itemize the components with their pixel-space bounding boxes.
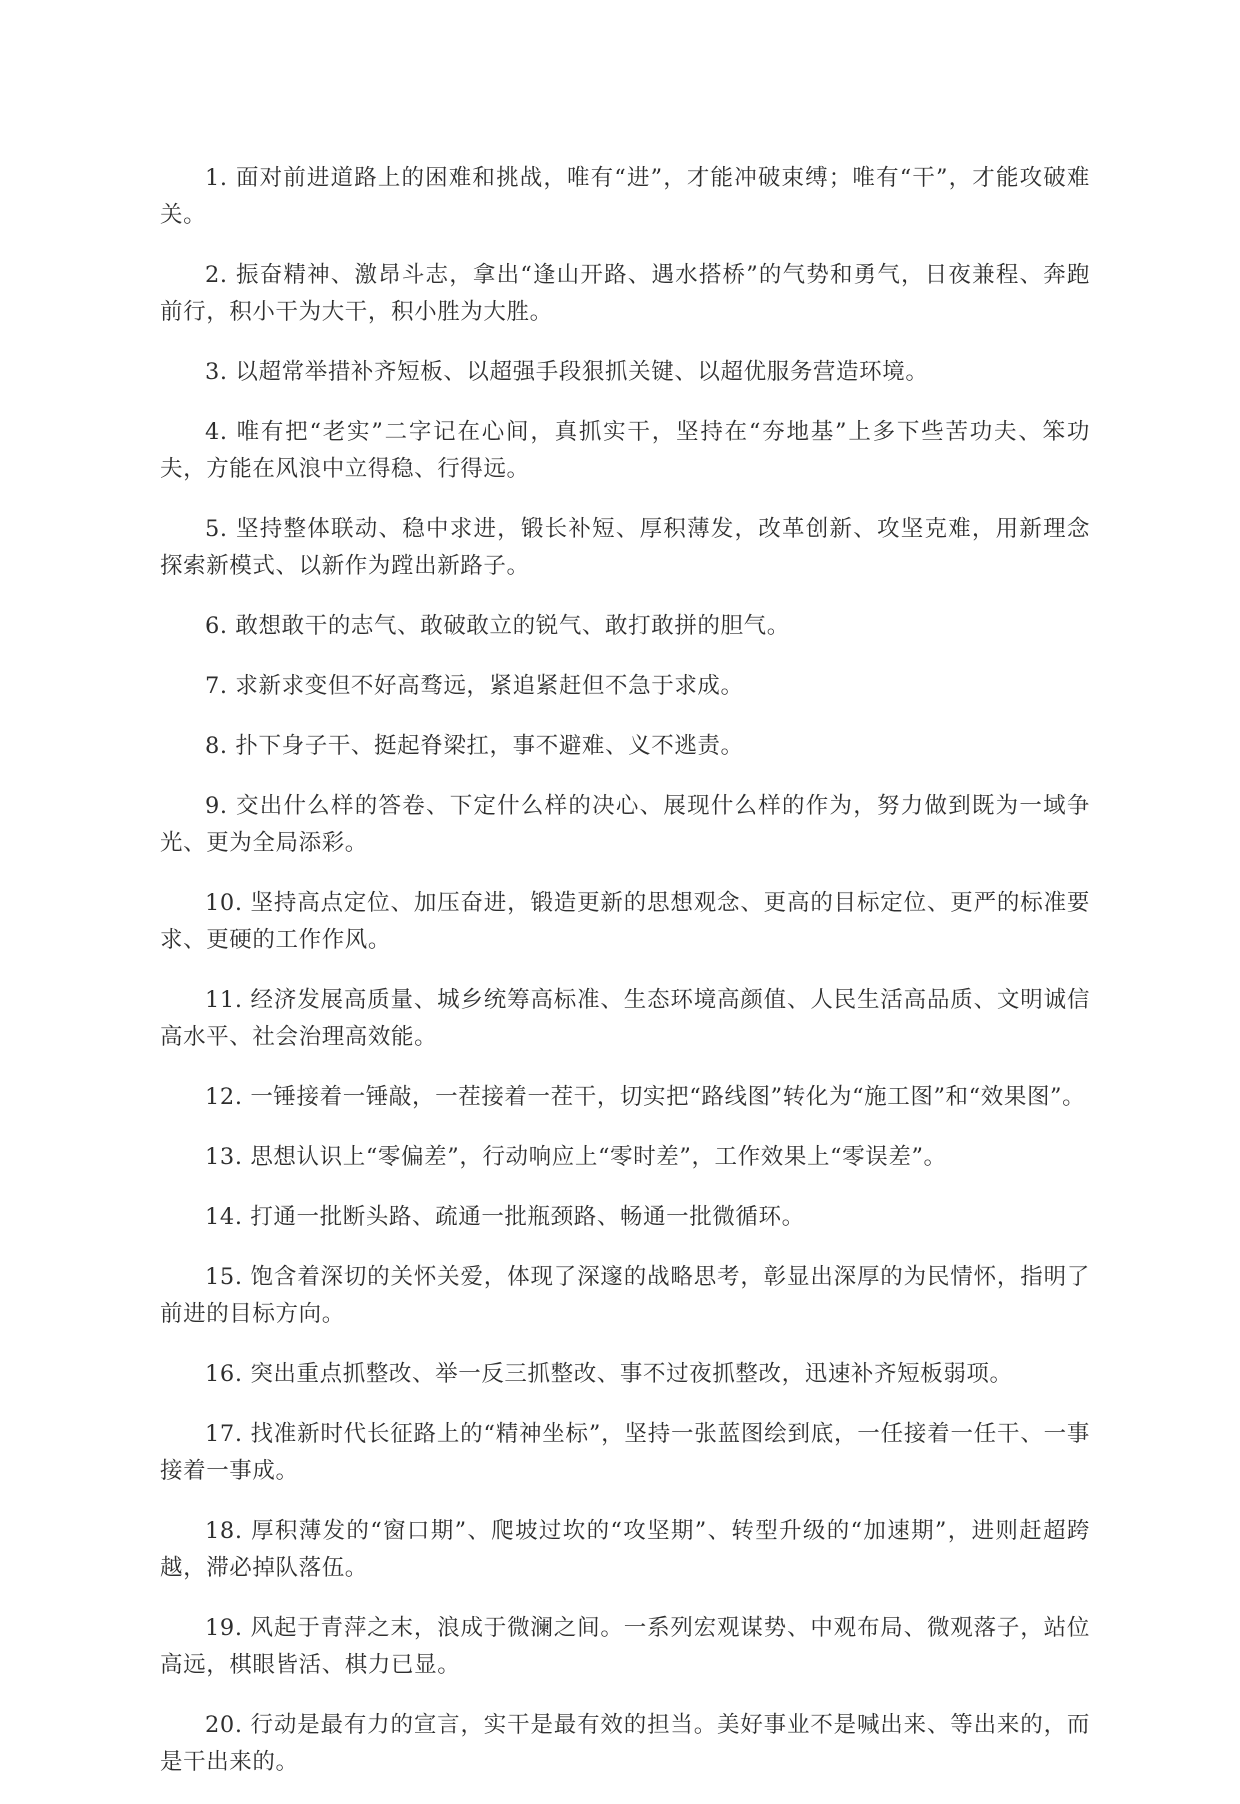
list-item: 15. 饱含着深切的关怀关爱，体现了深邃的战略思考，彰显出深厚的为民情怀，指明了前进的目标方向。 xyxy=(160,1264,1090,1327)
list-item: 19. 风起于青萍之末，浪成于微澜之间。一系列宏观谋势、中观布局、微观落子，站位高远，棋眼皆活、棋力已显。 xyxy=(160,1615,1090,1678)
list-item: 5. 坚持整体联动、稳中求进，锻长补短、厚积薄发，改革创新、攻坚克难，用新理念探索新模式、以新作为蹚出新路子。 xyxy=(160,516,1090,579)
list-item: 18. 厚积薄发的“窗口期”、爬坡过坎的“攻坚期”、转型升级的“加速期”，进则赶超跨越，滞必掉队落伍。 xyxy=(160,1518,1090,1581)
list-item: 6. 敢想敢干的志气、敢破敢立的锐气、敢打敢拼的胆气。 xyxy=(205,613,790,639)
list-item: 14. 打通一批断头路、疏通一批瓶颈路、畅通一批微循环。 xyxy=(205,1204,805,1230)
list-item: 2. 振奋精神、激昂斗志，拿出“逢山开路、遇水搭桥”的气势和勇气，日夜兼程、奔跑前行，积小干为大干，积小胜为大胜。 xyxy=(160,262,1090,325)
list-item: 17. 找准新时代长征路上的“精神坐标”，坚持一张蓝图绘到底，一任接着一任干、一事接着一事成。 xyxy=(160,1421,1090,1484)
list-item: 10. 坚持高点定位、加压奋进，锻造更新的思想观念、更高的目标定位、更严的标准要求、更硬的工作作风。 xyxy=(160,890,1090,953)
list-item: 4. 唯有把“老实”二字记在心间，真抓实干，坚持在“夯地基”上多下些苦功夫、笨功夫，方能在风浪中立得稳、行得远。 xyxy=(160,419,1090,482)
list-item: 16. 突出重点抓整改、举一反三抓整改、事不过夜抓整改，迅速补齐短板弱项。 xyxy=(205,1361,1013,1387)
list-item: 11. 经济发展高质量、城乡统筹高标准、生态环境高颜值、人民生活高品质、文明诚信高水平、社会治理高效能。 xyxy=(160,987,1090,1050)
list-item: 8. 扑下身子干、挺起脊梁扛，事不避难、义不逃责。 xyxy=(205,733,744,759)
list-item: 12. 一锤接着一锤敲，一茬接着一茬干，切实把“路线图”转化为“施工图”和“效果图”。 xyxy=(205,1084,1086,1110)
list-item: 20. 行动是最有力的宣言，实干是最有效的担当。美好事业不是喊出来、等出来的，而是干出来的。 xyxy=(160,1712,1090,1775)
list-item: 3. 以超常举措补齐短板、以超强手段狠抓关键、以超优服务营造环境。 xyxy=(205,359,929,385)
list-item: 7. 求新求变但不好高骛远，紧追紧赶但不急于求成。 xyxy=(205,673,744,699)
document-body xyxy=(160,160,1090,1804)
list-item: 9. 交出什么样的答卷、下定什么样的决心、展现什么样的作为，努力做到既为一域争光、更为全局添彩。 xyxy=(160,793,1090,856)
list-item: 13. 思想认识上“零偏差”，行动响应上“零时差”，工作效果上“零误差”。 xyxy=(205,1144,947,1170)
list-item: 1. 面对前进道路上的困难和挑战，唯有“进”，才能冲破束缚；唯有“干”，才能攻破难关。 xyxy=(160,165,1090,228)
